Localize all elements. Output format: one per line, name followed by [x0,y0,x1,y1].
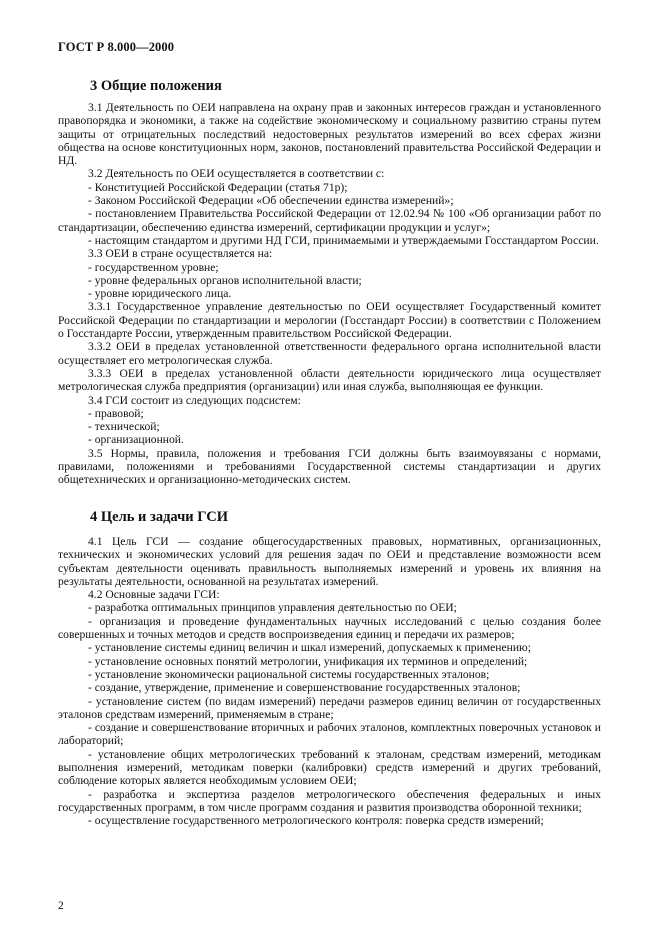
paragraph-3-3-2: 3.3.2 ОЕИ в пределах установленной ответственности федерального органа исполнительной власти осуществляет его метрологическая служба. [58,340,601,367]
page-number: 2 [58,900,64,912]
paragraph-3-5: 3.5 Нормы, правила, положения и требования ГСИ должны быть взаимоувязаны с нормами, правилами, положениями и требованиями Государственной системы стандартизации и других общетехнических и организационно-методических систем. [58,446,601,487]
list-item: - правовой; [88,406,144,420]
list-item: - установление системы единиц величин и шкал измерений, допускаемых к применению; [88,641,531,655]
list-item: - установление экономически рациональной системы государственных эталонов; [88,667,490,681]
paragraph-4-1: 4.1 Цель ГСИ — создание общегосударственных правовых, нормативных, организационных, технических и экономических условий для решения задач по ОЕИ и представление возможности всем субъектам деятельности оценивать правильность выполняемых измерений и уровень их влияния на результаты деятельности, основанной на результатах измерений. [58,535,601,588]
list-item: - установление основных понятий метрологии, унификация их терминов и определений; [88,654,528,668]
standard-code-header: ГОСТ Р 8.000—2000 [58,40,175,54]
paragraph-4-2: 4.2 Основные задачи ГСИ: [88,588,220,602]
list-item: - создание и совершенствование вторичных и рабочих эталонов, комплектных поверочных установок и лабораторий; [58,721,601,748]
list-item: - настоящим стандартом и другими НД ГСИ, принимаемыми и утверждаемыми Госстандартом России. [88,233,599,247]
paragraph-3-2: 3.2 Деятельность по ОЕИ осуществляется в соответствии с: [88,167,385,181]
paragraph-3-4: 3.4 ГСИ состоит из следующих подсистем: [88,393,301,407]
list-item: - создание, утверждение, применение и совершенствование государственных эталонов; [88,681,521,695]
list-item: - государственном уровне; [88,260,219,274]
paragraph-3-3-3: 3.3.3 ОЕИ в пределах установленной области деятельности юридического лица осуществляет метрологическая служба предприятия (организации) или иная служба, выполняющая ее функции. [58,366,601,394]
list-item: - уровне федеральных органов исполнительной власти; [88,273,362,287]
list-item: - уровне юридического лица. [88,287,232,301]
list-item: - организация и проведение фундаментальных научных исследований с целью создания более совершенных и точных методов и средств воспроизведения единиц и передачи их размеров; [58,614,601,642]
section-3-heading: 3 Общие положения [90,78,222,94]
list-item: - разработка и экспертиза разделов метрологического обеспечения федеральных и иных государственных программ, в том числе программ создания и развития производства оборонной техники; [58,787,601,814]
list-item: - постановлением Правительства Российской Федерации от 12.02.94 № 100 «Об организации работ по стандартизации, обеспечению единства измерений, сертификации продукции и услуг»; [58,207,601,234]
list-item: - разработка оптимальных принципов управления деятельностью по ОЕИ; [88,601,457,615]
section-3-body [58,101,601,487]
list-item: - установление систем (по видам измерений) передачи размеров единиц величин от государственных эталонов средствам измерений, применяемым в стране; [58,694,601,721]
section-4-body [58,535,601,828]
list-item: - установление общих метрологических требований к эталонам, средствам измерений, методикам выполнения измерений, методикам поверки (калибровки) средств измерений и других требований, соблюдение которых является необходимым условием ОЕИ; [58,747,601,788]
paragraph-3-3-1: 3.3.1 Государственное управление деятельностью по ОЕИ осуществляет Государственный комитет Российской Федерации по стандартизации и мерологии (Госстандарт России) в соответствии с Положением о Госстандарте России, утвержденным правительством Российской Федерации. [58,300,601,341]
list-item: - организационной. [88,433,184,447]
list-item: - Конституцией Российской Федерации (статья 71р); [88,180,348,194]
paragraph-3-1: 3.1 Деятельность по ОЕИ направлена на охрану прав и законных интересов граждан и установленного правопорядка и экономики, а также на содействие экономическому и социальному развитию страны путем защиты от отрицательных последствий недостоверных результатов измерений во всех сферах жизни общества на основе конституционных норм, законов, постановлений правительства Российской Федерации и НД. [58,101,601,168]
list-item: - технической; [88,420,160,434]
list-item: - Законом Российской Федерации «Об обеспечении единства измерений»; [88,194,454,208]
section-4-heading: 4 Цель и задачи ГСИ [90,509,229,525]
list-item: - осуществление государственного метрологического контроля: поверка средств измерений; [88,814,544,828]
paragraph-3-3: 3.3 ОЕИ в стране осуществляется на: [88,247,273,261]
